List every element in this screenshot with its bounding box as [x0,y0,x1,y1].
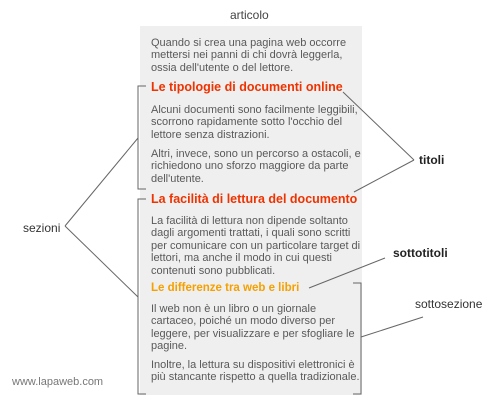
section2-paragraph-1: La facilità di lettura non dipende soltanto dagli argomenti trattati, i quali sono scritti per comunicare con un particolare target di lettori, ma anche il modo in cui questi contenuti sono pubblicati. [151,215,361,277]
subsection-paragraph-1: Il web non è un libro o un giornale cartaceo, poiché un modo diverso per leggere, per visualizzare e per sfogliare le pagine. [151,303,355,353]
label-sottosezione: sottosezione [415,297,483,311]
intro-paragraph: Quando si crea una pagina web occorre mettersi nei panni di chi dovrà leggerla, ossia dell'utente o del lettore. [151,37,347,74]
label-titoli: titoli [419,153,445,167]
label-sottotitoli: sottotitoli [393,246,448,260]
sottosezione-line [361,317,423,337]
section1-paragraph-1: Alcuni documenti sono facilmente leggibili, scorrono rapidamente sotto l'occhio del lettore senza distrazioni. [151,104,358,141]
sezioni-line-1 [65,138,138,226]
watermark-text: www.lapaweb.com [12,376,104,388]
section2-bracket [138,199,146,394]
section1-bracket [138,86,146,189]
section2-title: La facilità di lettura del documento [151,192,358,206]
sezioni-line-2 [65,226,138,297]
section1-title: Le tipologie di documenti online [151,80,343,94]
article-label: articolo [230,8,269,22]
subsection-title: Le differenze tra web e libri [151,282,300,294]
subsection-paragraph-2: Inoltre, la lettura su dispositivi elettronici è più stancante rispetto a quella tradizionale. [151,359,360,384]
titoli-line-1 [343,92,414,160]
subsection-bracket [353,283,361,394]
label-sezioni: sezioni [23,221,61,235]
titoli-line-2 [354,160,414,192]
sottotitoli-line [309,258,385,288]
section1-paragraph-2: Altri, invece, sono un percorso a ostacoli, e richiedono uno sforzo maggiore da parte dell'utente. [151,148,361,185]
